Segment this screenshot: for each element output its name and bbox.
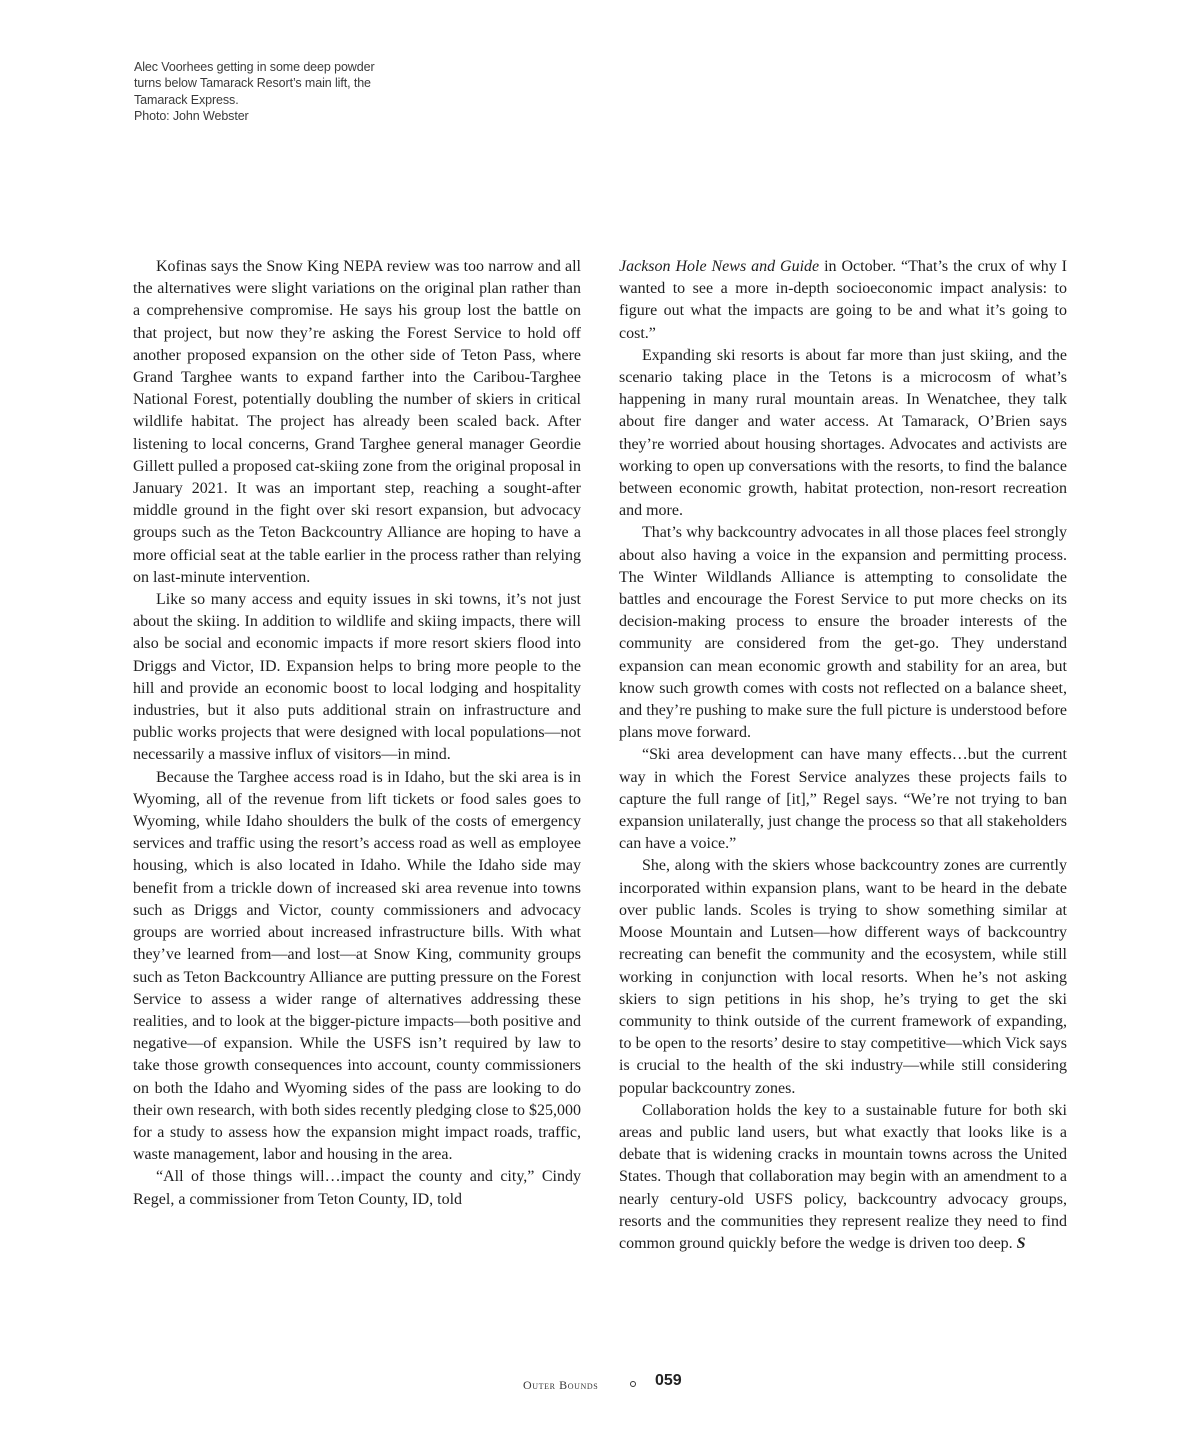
paragraph-text: Collaboration holds the key to a sustainable future for both ski areas and public land users, but what exactly that looks like is a debate that is widening cracks in mountain towns across the United States. Though that collaboration may begin with an amendment to a nearly century-old USFS policy, backcountry advocacy groups, resorts and the communities they represent realize they need to find common ground quickly before the wedge is driven too deep. (619, 1101, 1067, 1252)
paragraph-text: in October. “That’s the crux of why I wanted to see a more in-depth socioeconomic impact analysis: to figure out what the impacts are going to be and what it’s going to cost.” (619, 258, 1068, 342)
publication-title: Jackson Hole News and Guide (619, 258, 820, 275)
caption-line: turns below Tamarack Resort’s main lift, the (134, 76, 371, 91)
paragraph: “All of those things will…impact the county and city,” Cindy Regel, a commissioner from Teton County, ID, told (133, 1168, 581, 1208)
paragraph: Kofinas says the Snow King NEPA review was too narrow and all the alternatives were slight variations on the original plan rather than a comprehensive compromise. He says his group lost the battle on that project, but now they’re asking the Forest Service to hold off another proposed expansion on the other side of Teton Pass, where Grand Targhee wants to expand farther into the Caribou-Targhee National Forest, potentially doubling the number of skiers in critical wildlife habitat. The project has already been scaled back. After listening to local concerns, Grand Targhee general manager Geordie Gillett pulled a proposed cat-skiing zone from the original proposal in January 2021. It was an important step, reaching a sought-after middle ground in the fight over ski resort expansion, but advocacy groups such as the Teton Backcountry Alliance are hoping to have a more official seat at the table earlier in the process rather than relying on last-minute intervention. (133, 258, 581, 586)
paragraph (619, 256, 1067, 345)
page-number: 059 (655, 1372, 682, 1389)
paragraph: Like so many access and equity issues in ski towns, it’s not just about the skiing. In addition to wildlife and skiing impacts, there will also be social and economic impacts if more resort skiers flood into Driggs and Victor, ID. Expansion helps to bring more people to the hill and provide an economic boost to local lodging and hospitality industries, but it also puts additional strain on infrastructure and public works projects that were designed with local populations—not necessarily a massive influx of visitors—in mind. (133, 591, 581, 764)
caption-line: Alec Voorhees getting in some deep powder (134, 60, 375, 74)
footer-publication: Outer Bounds (523, 1378, 599, 1392)
article-column-right (619, 256, 1067, 1255)
paragraph: That’s why backcountry advocates in all those places feel strongly about also having a voice in the expansion and permitting process. The Winter Wildlands Alliance is attempting to consolidate the battles and encourage the Forest Service to put more checks on its decision-making process to ensure the broader interests of the community are considered from the get-go. They understand expansion can mean economic growth and stability for an area, but know such growth comes with costs not reflected on a balance sheet, and they’re pushing to make sure the full picture is understood before plans move forward. (619, 524, 1067, 742)
end-mark-icon: S (1016, 1234, 1026, 1252)
paragraph: Expanding ski resorts is about far more than just skiing, and the scenario taking place in the Tetons is a microcosm of what’s happening in many rural mountain areas. In Wenatchee, they talk about fire danger and water access. At Tamarack, O’Brien says they’re worried about housing shortages. Advocates and activists are working to open up conversations with the resorts, to find the balance between economic growth, habitat protection, non-resort recreation and more. (619, 346, 1067, 520)
paragraph: She, along with the skiers whose backcountry zones are currently incorporated within expansion plans, want to be heard in the debate over public lands. Scoles is trying to show something similar at Moose Mountain and Lutsen—how different ways of backcountry recreating can benefit the community and the ecosystem, while still working in conjunction with local resorts. When he’s not asking skiers to sign petitions in his shop, he’s trying to get the ski community to think outside of the current framework of expanding, to be open to the resorts’ desire to stay competitive—which Vick says is crucial to the health of the ski industry—while still considering popular backcountry zones. (619, 857, 1067, 1097)
photo-caption (134, 59, 434, 125)
article-column-left (133, 256, 581, 1211)
paragraph (619, 1100, 1067, 1255)
paragraph: “Ski area development can have many effects…but the current way in which the Forest Service analyzes these projects fails to capture the full range of [it],” Regel says. “We’re not trying to ban expansion unilaterally, just change the process so that all stakeholders can have a voice.” (619, 746, 1067, 853)
footer-bullet-icon (630, 1381, 636, 1387)
paragraph: Because the Targhee access road is in Idaho, but the ski area is in Wyoming, all of the revenue from lift tickets or food sales goes to Wyoming, while Idaho shoulders the bulk of the costs of emergency services and traffic using the resort’s access road as well as employee housing, which is also located in Idaho. While the Idaho side may benefit from a trickle down of increased ski area revenue into towns such as Driggs and Victor, county commissioners and advocacy groups are worried about increased infrastructure bills. With what they’ve learned from—and lost—at Snow King, community groups such as Teton Backcountry Alliance are putting pressure on the Forest Service to assess a wider range of alternatives addressing these realities, and to look at the bigger-picture impacts—both positive and negative—of expansion. While the USFS isn’t required by law to take those growth consequences into account, county commissioners on both the Idaho and Wyoming sides of the pass are looking to do their own research, with both sides recently pledging close to $25,000 for a study to assess how the expansion might impact roads, traffic, waste management, labor and housing in the area. (133, 768, 581, 1164)
caption-credit: Photo: John Webster (134, 109, 249, 124)
caption-line: Tamarack Express. (134, 92, 239, 107)
